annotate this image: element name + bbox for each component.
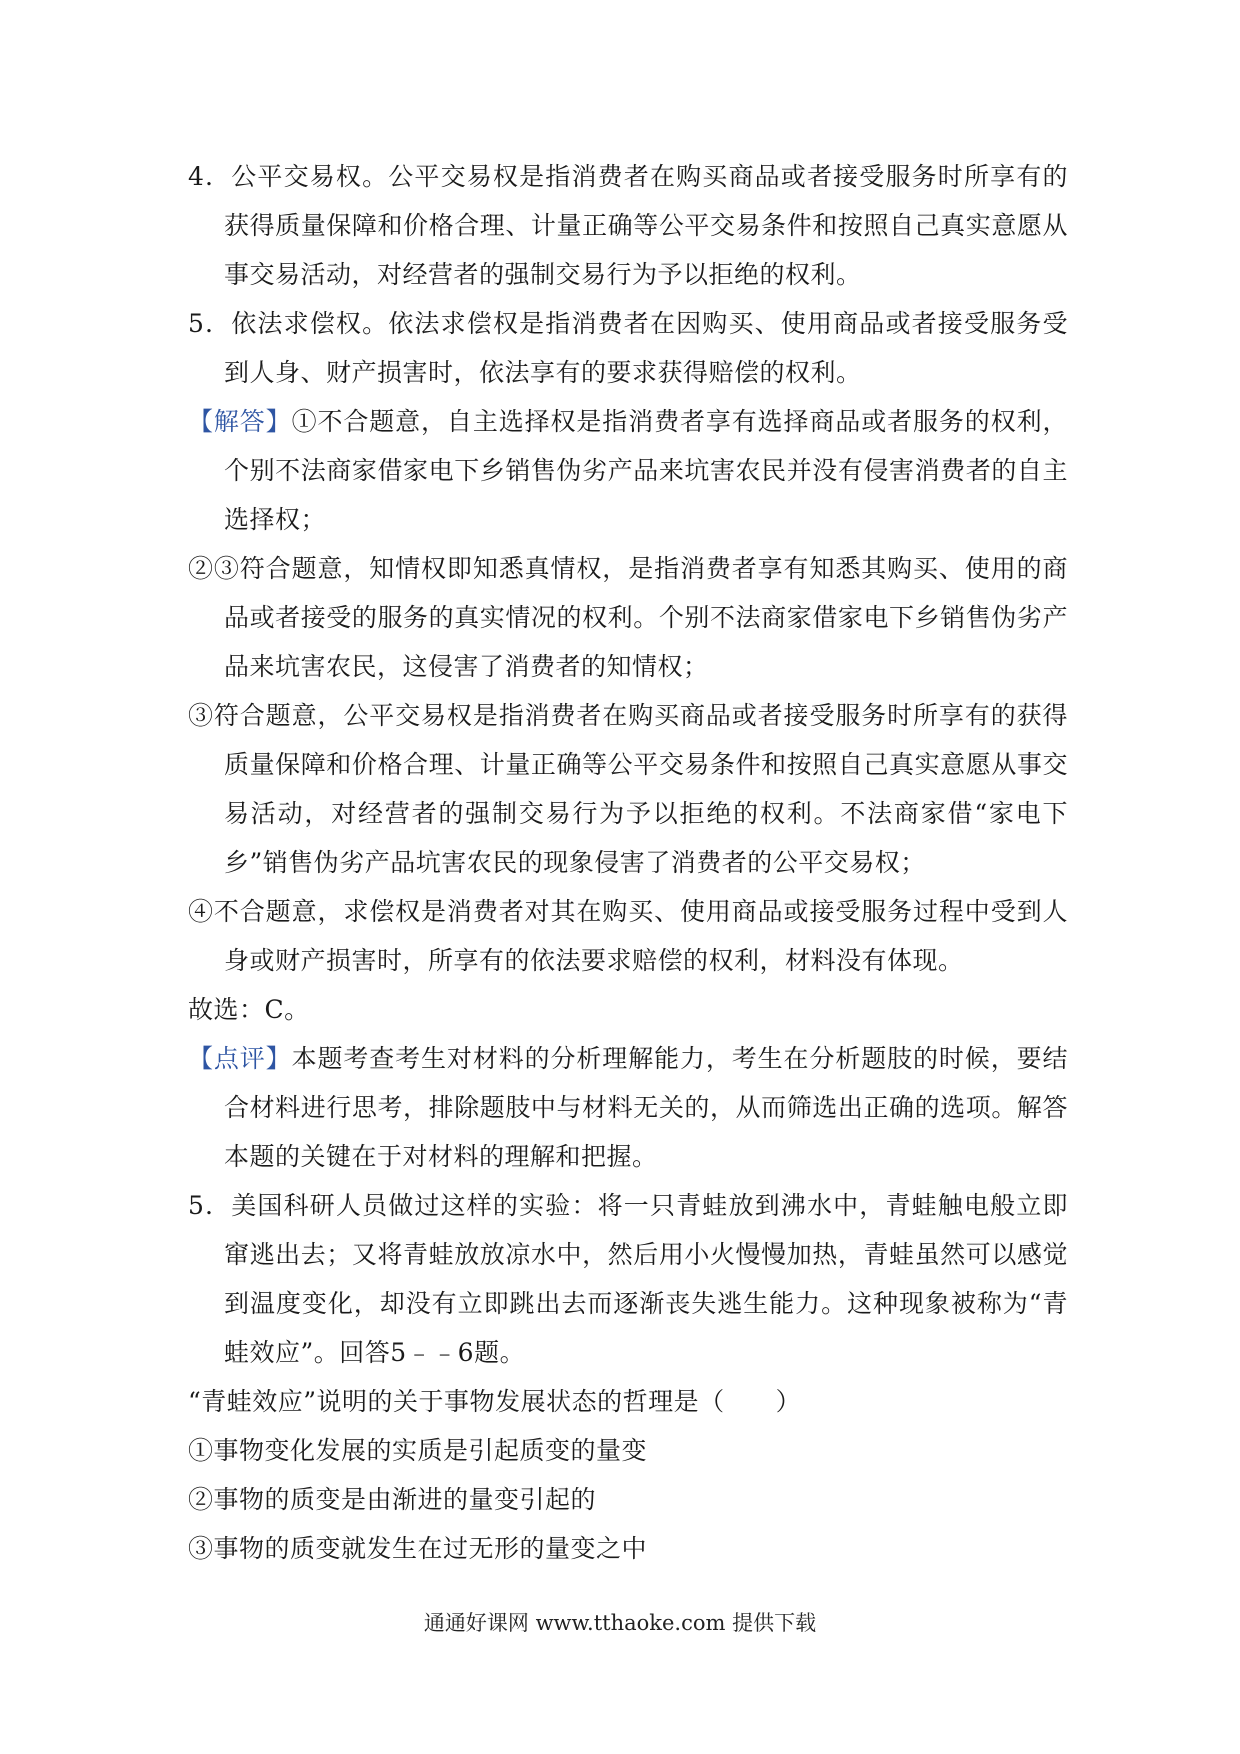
question-option: ②事物的质变是由渐进的量变引起的 bbox=[188, 1485, 597, 1514]
question-option: ①事物变化发展的实质是引起质变的量变 bbox=[188, 1436, 648, 1465]
rights-item-5: 5．依法求偿权。依法求偿权是指消费者在因购买、使用商品或者接受服务受到人身、财产损害时，依法享有的要求获得赔偿的权利。 bbox=[188, 309, 1068, 387]
question-prompt: “青蛙效应”说明的关于事物发展状态的哲理是（ ） bbox=[188, 1387, 802, 1416]
answer-text: ①不合题意，自主选择权是指消费者享有选择商品或者服务的权利，个别不法商家借家电下乡销售伪劣产品来坑害农民并没有侵害消费者的自主选择权； bbox=[224, 407, 1068, 534]
analysis-point: ③符合题意，公平交易权是指消费者在购买商品或者接受服务时所享有的获得质量保障和价格合理、计量正确等公平交易条件和按照自己真实意愿从事交易活动，对经营者的强制交易行为予以拒绝的权利。不法商家借“家电下乡”销售伪劣产品坑害农民的现象侵害了消费者的公平交易权； bbox=[188, 701, 1068, 877]
page-content bbox=[188, 152, 1068, 1573]
analysis-point: ④不合题意，求偿权是消费者对其在购买、使用商品或接受服务过程中受到人身或财产损害时，所享有的依法要求赔偿的权利，材料没有体现。 bbox=[188, 897, 1068, 975]
page-footer: 通通好课网 www.tthaoke.com 提供下载 bbox=[423, 1611, 817, 1635]
selection-line: 故选：C。 bbox=[188, 995, 310, 1024]
analysis-point: ②③符合题意，知情权即知悉真情权，是指消费者享有知悉其购买、使用的商品或者接受的服务的真实情况的权利。个别不法商家借家电下乡销售伪劣产品来坑害农民，这侵害了消费者的知情权； bbox=[188, 554, 1068, 681]
comment-tag: 【点评】 bbox=[188, 1044, 292, 1073]
question-stem: 5．美国科研人员做过这样的实验：将一只青蛙放到沸水中，青蛙触电般立即窜逃出去；又将青蛙放放凉水中，然后用小火慢慢加热，青蛙虽然可以感觉到温度变化，却没有立即跳出去而逐渐丧失逃生能力。这种现象被称为“青蛙效应”。回答5﹣﹣6题。 bbox=[188, 1191, 1068, 1367]
question-option: ③事物的质变就发生在过无形的量变之中 bbox=[188, 1534, 648, 1563]
comment-paragraph bbox=[188, 1034, 1068, 1181]
rights-item-4: 4．公平交易权。公平交易权是指消费者在购买商品或者接受服务时所享有的获得质量保障和价格合理、计量正确等公平交易条件和按照自己真实意愿从事交易活动，对经营者的强制交易行为予以拒绝的权利。 bbox=[188, 162, 1068, 289]
answer-tag: 【解答】 bbox=[188, 407, 292, 436]
comment-text: 本题考查考生对材料的分析理解能力，考生在分析题肢的时候，要结合材料进行思考，排除题肢中与材料无关的，从而筛选出正确的选项。解答本题的关键在于对材料的理解和把握。 bbox=[224, 1044, 1068, 1171]
answer-paragraph bbox=[188, 397, 1068, 544]
